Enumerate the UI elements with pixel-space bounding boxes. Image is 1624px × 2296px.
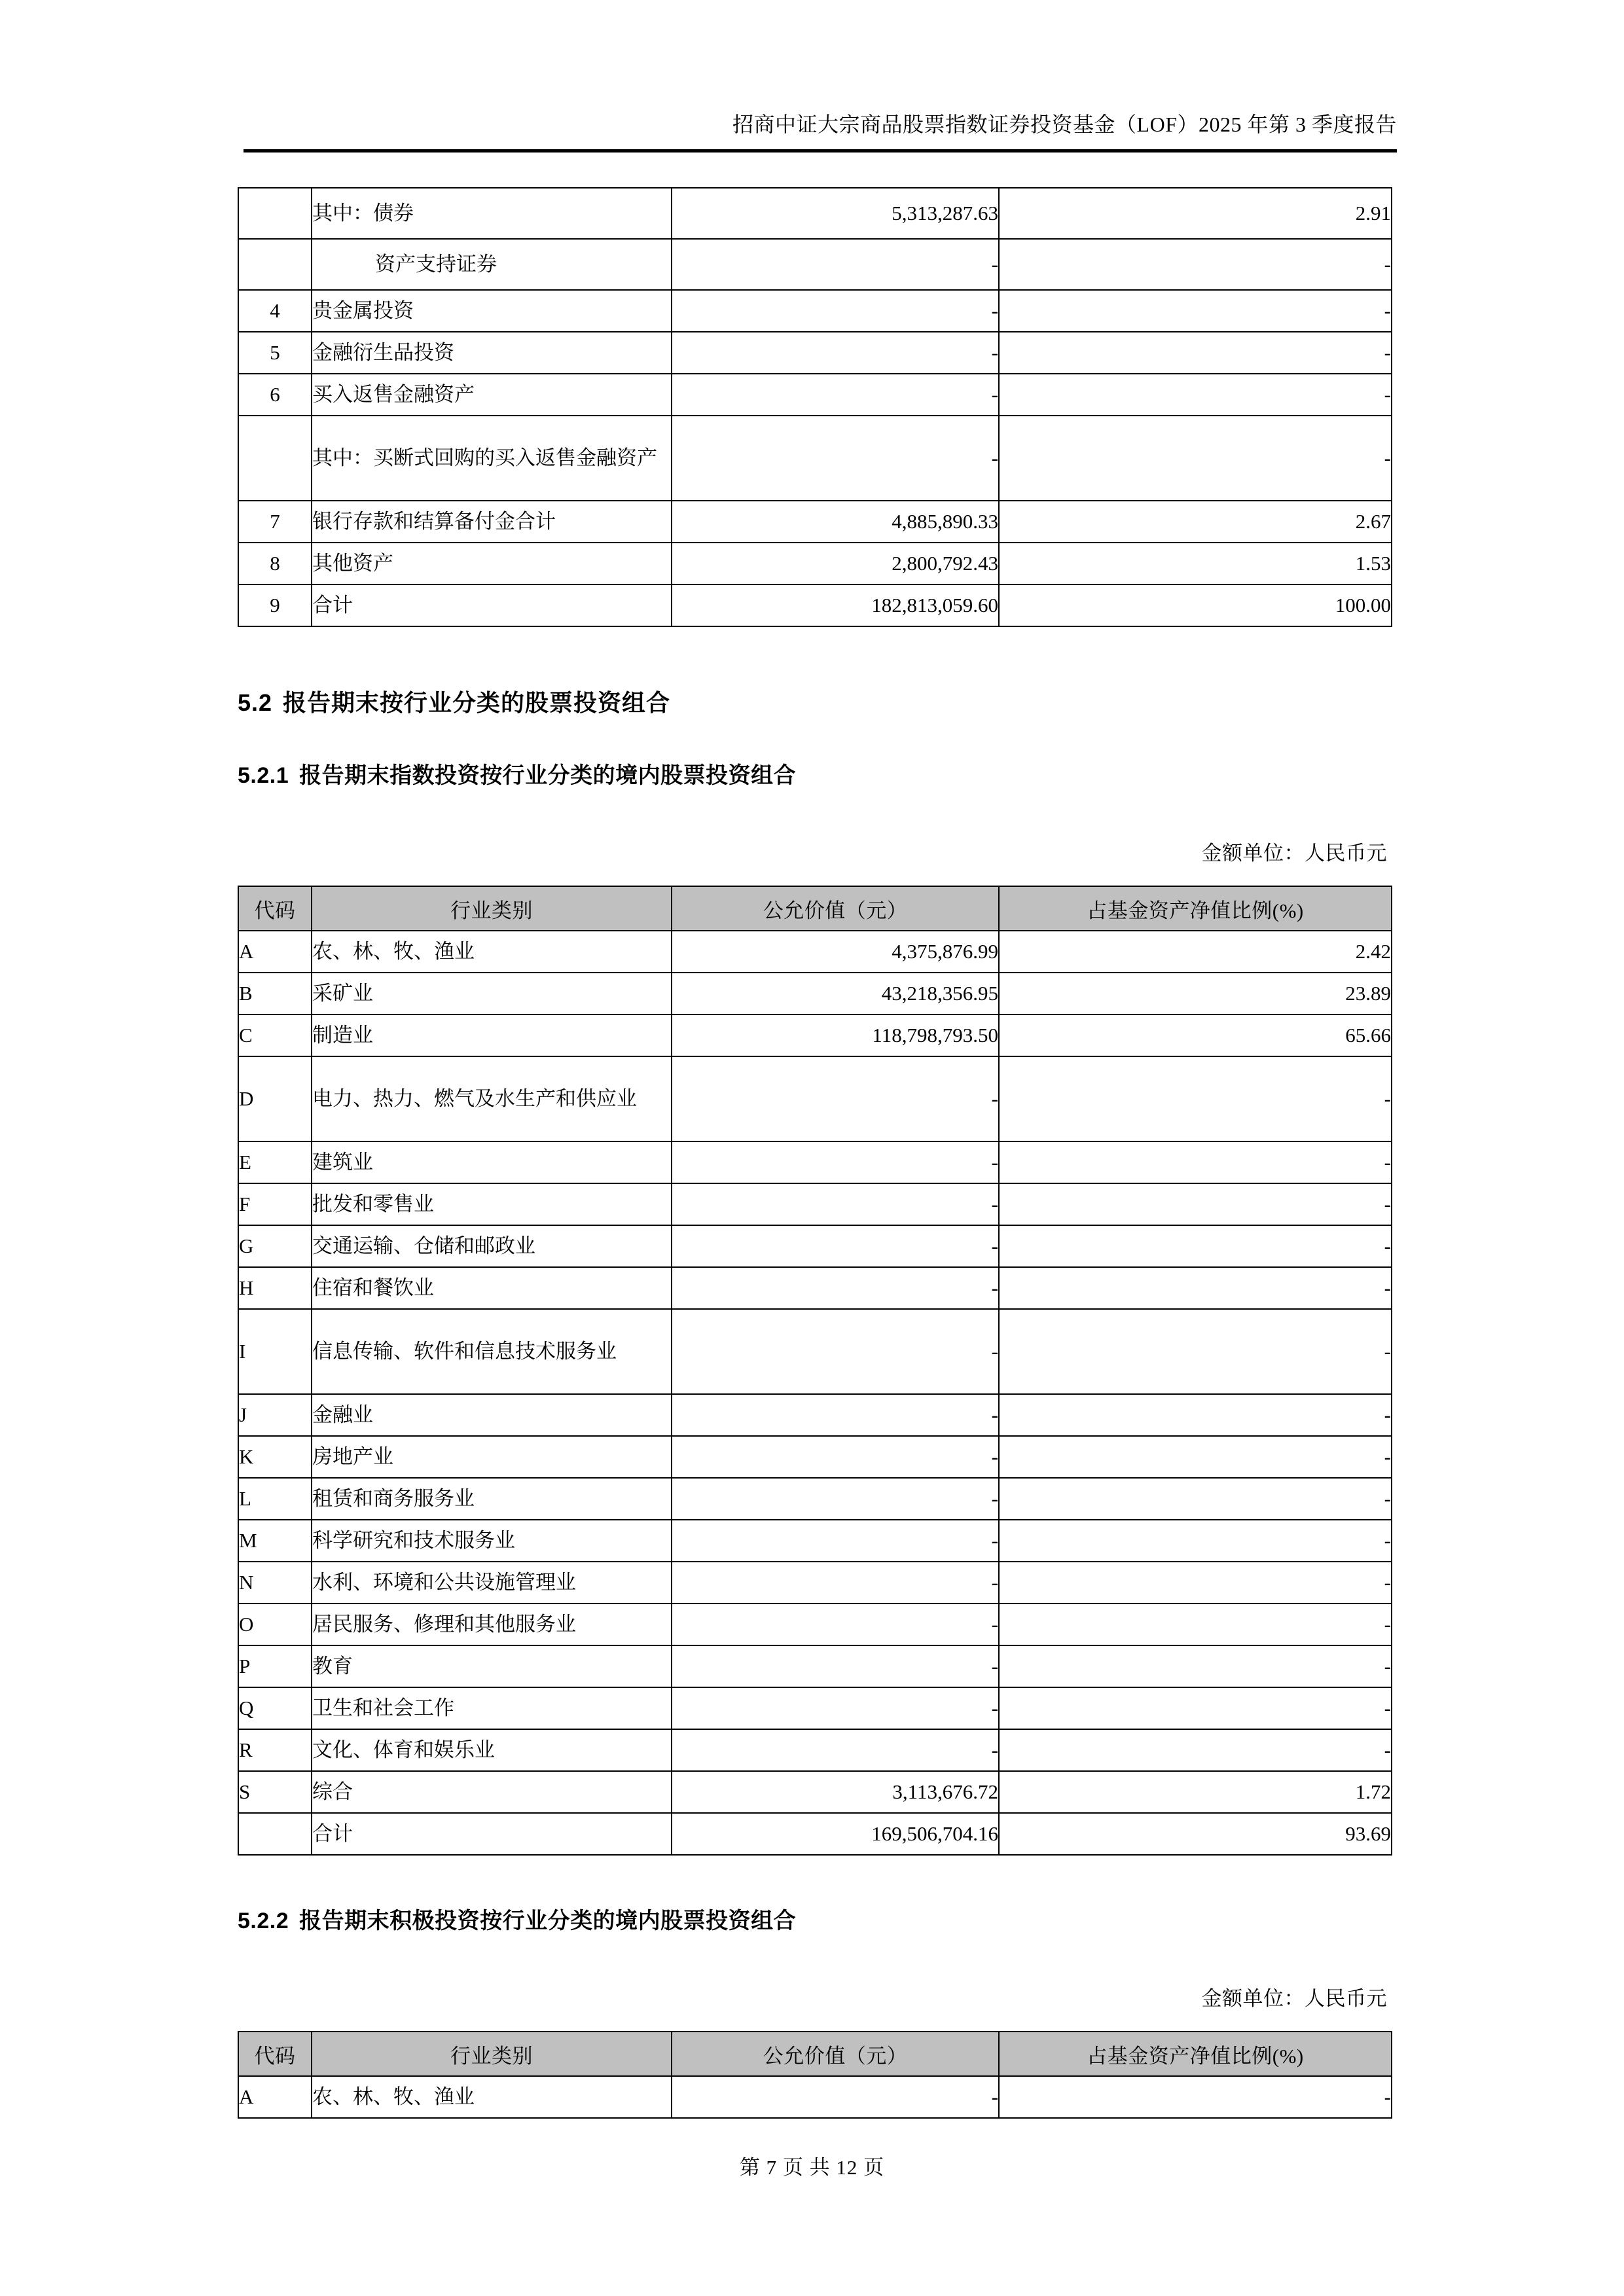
section-number: 5.2 [238,689,273,716]
column-header-percent: 占基金资产净值比例(%) [999,2032,1392,2076]
row-code: 4 [238,290,312,332]
row-name: 电力、热力、燃气及水生产和供应业 [312,1056,672,1141]
row-percent: - [999,416,1392,501]
table-row [238,1604,1392,1645]
row-percent: - [999,1225,1392,1267]
asset-allocation-body [238,188,1392,626]
row-percent: 1.53 [999,543,1392,584]
row-name: 水利、环境和公共设施管理业 [312,1562,672,1604]
row-code: J [238,1394,312,1436]
row-name: 制造业 [312,1014,672,1056]
unit-note-index: 金额单位：人民币元 [1201,842,1387,865]
row-code: S [238,1771,312,1813]
row-value: - [672,290,999,332]
table-row [238,931,1392,973]
section-heading-5-2-2 [238,1903,1391,1935]
table-row [238,1225,1392,1267]
row-percent: - [999,1520,1392,1562]
table-header-row [238,886,1392,931]
row-name: 教育 [312,1645,672,1687]
row-code: A [238,2076,312,2118]
row-value: - [672,374,999,416]
row-name: 建筑业 [312,1141,672,1183]
row-name: 其他资产 [312,543,672,584]
row-value: 43,218,356.95 [672,973,999,1014]
row-value: - [672,239,999,290]
row-value: 4,375,876.99 [672,931,999,973]
table-row [238,1394,1392,1436]
column-header-value: 公允价值（元） [672,2032,999,2076]
table-row [238,1267,1392,1309]
row-name: 买入返售金融资产 [312,374,672,416]
row-percent: - [999,1687,1392,1729]
row-name: 其中：债券 [312,188,672,239]
row-name: 合计 [312,1813,672,1855]
table-row [238,416,1392,501]
row-name: 科学研究和技术服务业 [312,1520,672,1562]
row-code: N [238,1562,312,1604]
row-code: O [238,1604,312,1645]
row-percent: 2.42 [999,931,1392,973]
row-value: 5,313,287.63 [672,188,999,239]
table-row [238,188,1392,239]
row-name: 其中：买断式回购的买入返售金融资产 [312,416,672,501]
row-name: 银行存款和结算备付金合计 [312,501,672,543]
row-code: E [238,1141,312,1183]
active-industry-table-body [238,2076,1392,2118]
section-number: 5.2.1 [238,763,289,788]
table-row [238,1478,1392,1520]
row-value: - [672,1729,999,1771]
row-code: L [238,1478,312,1520]
row-name: 采矿业 [312,973,672,1014]
row-code: R [238,1729,312,1771]
row-percent: - [999,1394,1392,1436]
row-value: - [672,2076,999,2118]
column-header-code: 代码 [238,2032,312,2076]
table-row [238,332,1392,374]
row-name: 交通运输、仓储和邮政业 [312,1225,672,1267]
row-code [238,1813,312,1855]
header-rule [244,149,1397,152]
row-value: - [672,1436,999,1478]
row-name: 合计 [312,584,672,626]
row-value: - [672,1183,999,1225]
row-code: I [238,1309,312,1394]
asset-allocation-table [238,187,1392,627]
row-value: 4,885,890.33 [672,501,999,543]
active-industry-table [238,2031,1392,2119]
row-code: 6 [238,374,312,416]
row-value: - [672,1645,999,1687]
row-code: C [238,1014,312,1056]
table-row [238,290,1392,332]
row-code [238,188,312,239]
row-percent: 93.69 [999,1813,1392,1855]
row-name: 文化、体育和娱乐业 [312,1729,672,1771]
row-value: - [672,332,999,374]
row-name: 贵金属投资 [312,290,672,332]
row-percent: 100.00 [999,584,1392,626]
row-percent: - [999,2076,1392,2118]
row-value: 169,506,704.16 [672,1813,999,1855]
row-value: - [672,1141,999,1183]
running-header: 招商中证大宗商品股票指数证券投资基金（LOF）2025 年第 3 季度报告 [732,113,1397,136]
row-code: F [238,1183,312,1225]
table-row [238,1436,1392,1478]
section-title: 报告期末积极投资按行业分类的境内股票投资组合 [299,1909,797,1933]
row-code: 8 [238,543,312,584]
row-name: 批发和零售业 [312,1183,672,1225]
row-code: Q [238,1687,312,1729]
row-value: 182,813,059.60 [672,584,999,626]
row-value: - [672,1225,999,1267]
table-row [238,2076,1392,2118]
row-value: - [672,1562,999,1604]
row-value: - [672,1056,999,1141]
row-percent: - [999,239,1392,290]
row-value: 2,800,792.43 [672,543,999,584]
row-code: B [238,973,312,1014]
row-percent: - [999,1309,1392,1394]
row-code: G [238,1225,312,1267]
row-name: 农、林、牧、渔业 [312,931,672,973]
row-value: - [672,416,999,501]
section-heading-5-2 [238,685,1391,718]
row-percent: - [999,1729,1392,1771]
row-percent: - [999,332,1392,374]
row-value: - [672,1520,999,1562]
table-row [238,543,1392,584]
row-code: M [238,1520,312,1562]
row-name: 资产支持证券 [312,239,672,290]
row-percent: 2.91 [999,188,1392,239]
row-percent: 1.72 [999,1771,1392,1813]
row-code: K [238,1436,312,1478]
row-percent: 2.67 [999,501,1392,543]
row-percent: - [999,1436,1392,1478]
row-percent: - [999,1056,1392,1141]
row-code: 7 [238,501,312,543]
table-row [238,1014,1392,1056]
section-heading-5-2-1 [238,757,1391,789]
table-row [238,973,1392,1014]
row-name: 金融业 [312,1394,672,1436]
table-row [238,1729,1392,1771]
row-value: - [672,1687,999,1729]
row-percent: - [999,1478,1392,1520]
row-value: 3,113,676.72 [672,1771,999,1813]
row-name: 租赁和商务服务业 [312,1478,672,1520]
row-value: - [672,1267,999,1309]
row-name: 房地产业 [312,1436,672,1478]
column-header-name: 行业类别 [312,886,672,931]
table-row [238,584,1392,626]
column-header-percent: 占基金资产净值比例(%) [999,886,1392,931]
table-row [238,1520,1392,1562]
row-code: H [238,1267,312,1309]
page-footer: 第 7 页 共 12 页 [739,2156,885,2179]
table-row [238,1771,1392,1813]
table-row [238,501,1392,543]
row-percent: 23.89 [999,973,1392,1014]
table-row [238,1562,1392,1604]
column-header-code: 代码 [238,886,312,931]
row-name: 信息传输、软件和信息技术服务业 [312,1309,672,1394]
row-name: 卫生和社会工作 [312,1687,672,1729]
row-percent: 65.66 [999,1014,1392,1056]
section-title: 报告期末按行业分类的股票投资组合 [283,689,671,716]
table-row [238,1645,1392,1687]
row-percent: - [999,1604,1392,1645]
row-name: 居民服务、修理和其他服务业 [312,1604,672,1645]
row-name: 住宿和餐饮业 [312,1267,672,1309]
table-row [238,374,1392,416]
unit-note-active: 金额单位：人民币元 [1201,1987,1387,2010]
row-percent: - [999,290,1392,332]
row-percent: - [999,1141,1392,1183]
row-value: - [672,1478,999,1520]
index-industry-table-body [238,931,1392,1855]
row-code: A [238,931,312,973]
row-value: - [672,1309,999,1394]
table-row-total [238,1813,1392,1855]
row-code [238,416,312,501]
row-percent: - [999,374,1392,416]
row-name: 综合 [312,1771,672,1813]
column-header-name: 行业类别 [312,2032,672,2076]
row-code [238,239,312,290]
column-header-value: 公允价值（元） [672,886,999,931]
row-code: P [238,1645,312,1687]
row-code: 5 [238,332,312,374]
row-percent: - [999,1645,1392,1687]
section-title: 报告期末指数投资按行业分类的境内股票投资组合 [299,763,797,788]
row-value: - [672,1394,999,1436]
table-row [238,1309,1392,1394]
row-percent: - [999,1267,1392,1309]
page-content [238,187,1391,2119]
table-row [238,1687,1392,1729]
row-name: 农、林、牧、渔业 [312,2076,672,2118]
row-code: D [238,1056,312,1141]
row-name: 金融衍生品投资 [312,332,672,374]
table-row [238,239,1392,290]
index-industry-table-head [238,886,1392,931]
row-percent: - [999,1562,1392,1604]
section-number: 5.2.2 [238,1909,289,1933]
table-row [238,1141,1392,1183]
row-value: 118,798,793.50 [672,1014,999,1056]
table-header-row [238,2032,1392,2076]
row-value: - [672,1604,999,1645]
index-industry-table [238,886,1392,1856]
active-industry-table-head [238,2032,1392,2076]
table-row [238,1183,1392,1225]
row-code: 9 [238,584,312,626]
row-percent: - [999,1183,1392,1225]
table-row [238,1056,1392,1141]
